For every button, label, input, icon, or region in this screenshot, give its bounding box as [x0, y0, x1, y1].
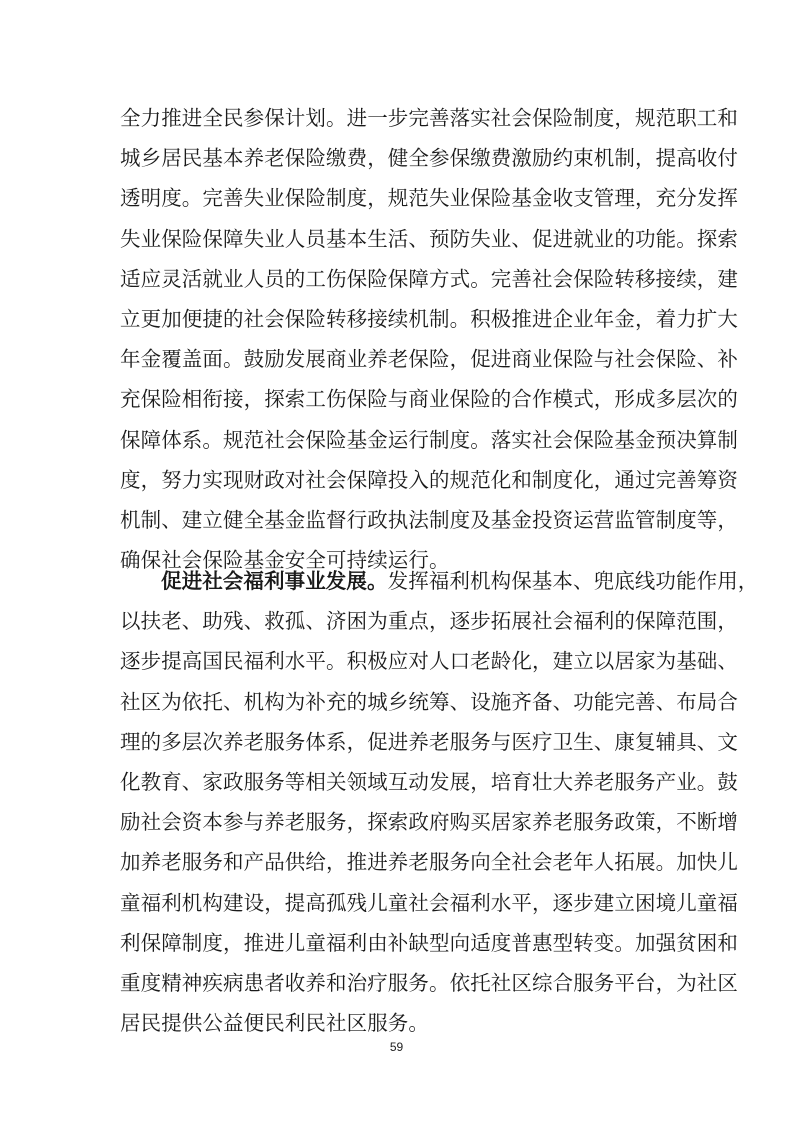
text-line: 社区为依托、机构为补充的城乡统筹、设施齐备、功能完善、布局合 — [120, 689, 738, 714]
text-line: 重度精神疾病患者收养和治疗服务。依托社区综合服务平台，为社区 — [120, 970, 738, 995]
text-line: 利保障制度，推进儿童福利由补缺型向适度普惠型转变。加强贫困和 — [120, 930, 738, 955]
text-line: 立更加便捷的社会保险转移接续机制。积极推进企业年金，着力扩大 — [120, 306, 738, 331]
text-line: 适应灵活就业人员的工伤保险保障方式。完善社会保险转移接续，建 — [120, 266, 738, 291]
text-line — [120, 561, 759, 601]
text-line: 逐步提高国民福利水平。积极应对人口老龄化，建立以居家为基础、 — [120, 649, 738, 674]
section-heading: 促进社会福利事业发展。 — [161, 569, 388, 593]
text-line: 童福利机构建设，提高孤残儿童社会福利水平，逐步建立困境儿童福 — [120, 890, 738, 915]
text-line: 充保险相衔接，探索工伤保险与商业保险的合作模式，形成多层次的 — [120, 387, 738, 412]
text-line: 保障体系。规范社会保险基金运行制度。落实社会保险基金预决算制 — [120, 427, 738, 452]
text-line: 居民提供公益便民利民社区服务。 — [120, 1011, 429, 1036]
text-line: 全力推进全民参保计划。进一步完善落实社会保险制度，规范职工和 — [120, 106, 738, 130]
paragraph-social-welfare — [120, 561, 759, 1043]
text-line: 化教育、家政服务等相关领域互动发展，培育壮大养老服务产业。鼓 — [120, 769, 738, 794]
text-line: 加养老服务和产品供给，推进养老服务向全社会老年人拓展。加快儿 — [120, 850, 738, 875]
text-line: 城乡居民基本养老保险缴费，健全参保缴费激励约束机制，提高收付 — [120, 146, 738, 171]
paragraph-social-insurance — [120, 98, 738, 580]
text-line: 失业保险保障失业人员基本生活、预防失业、促进就业的功能。探索 — [120, 226, 738, 251]
text-line: 度，努力实现财政对社会保障投入的规范化和制度化，通过完善筹资 — [120, 467, 738, 492]
text-line: 确保社会保险基金安全可持续运行。 — [120, 548, 450, 573]
text-line: 机制、建立健全基金监督行政执法制度及基金投资运营监管制度等， — [120, 507, 738, 532]
text-line: 透明度。完善失业保险制度，规范失业保险基金收支管理，充分发挥 — [120, 186, 738, 211]
text-line: 以扶老、助残、救孤、济困为重点，逐步拓展社会福利的保障范围， — [120, 609, 738, 634]
text-line: 年金覆盖面。鼓励发展商业养老保险，促进商业保险与社会保险、补 — [120, 347, 738, 372]
text-line: 理的多层次养老服务体系，促进养老服务与医疗卫生、康复辅具、文 — [120, 729, 738, 754]
heading-continuation: 发挥福利机构保基本、兜底线功能作用， — [387, 569, 759, 593]
text-line: 励社会资本参与养老服务，探索政府购买居家养老服务政策，不断增 — [120, 810, 738, 835]
page-number: 59 — [389, 1040, 404, 1054]
